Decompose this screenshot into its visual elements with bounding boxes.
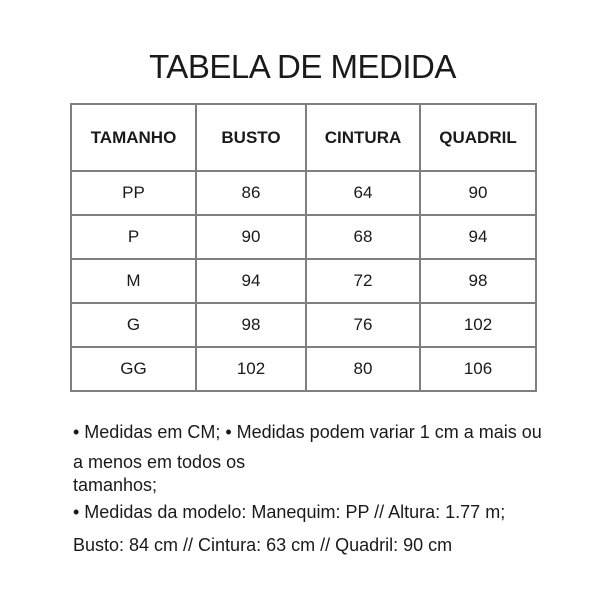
- note-line-model: • Medidas da modelo: Manequim: PP // Altura: 1.77 m;: [73, 502, 506, 522]
- table-row-m: [71, 259, 536, 303]
- cell-busto: 102: [196, 347, 306, 391]
- size-table: [70, 103, 537, 392]
- header-cell-tamanho: TAMANHO: [71, 104, 196, 171]
- cell-cintura: 64: [306, 171, 420, 215]
- cell-size: G: [71, 303, 196, 347]
- note-line-units: • Medidas em CM; • Medidas podem variar 1 cm a mais ou: [73, 422, 542, 442]
- note-line-model-measures: Busto: 84 cm // Cintura: 63 cm // Quadril: 90 cm: [73, 535, 453, 555]
- cell-busto: 94: [196, 259, 306, 303]
- cell-cintura: 76: [306, 303, 420, 347]
- table-row-gg: [71, 347, 536, 391]
- note-line-variation: a menos em todos os: [73, 452, 246, 472]
- cell-quadril: 94: [420, 215, 536, 259]
- cell-busto: 86: [196, 171, 306, 215]
- cell-size: P: [71, 215, 196, 259]
- cell-cintura: 72: [306, 259, 420, 303]
- cell-size: PP: [71, 171, 196, 215]
- measurement-notes: [73, 423, 563, 554]
- header-cell-busto: BUSTO: [196, 104, 306, 171]
- table-row-pp: [71, 171, 536, 215]
- cell-quadril: 98: [420, 259, 536, 303]
- table-header-row: [71, 104, 536, 171]
- cell-busto: 90: [196, 215, 306, 259]
- cell-quadril: 90: [420, 171, 536, 215]
- table-row-p: [71, 215, 536, 259]
- table-row-g: [71, 303, 536, 347]
- header-cell-cintura: CINTURA: [306, 104, 420, 171]
- cell-busto: 98: [196, 303, 306, 347]
- cell-quadril: 106: [420, 347, 536, 391]
- header-cell-quadril: QUADRIL: [420, 104, 536, 171]
- cell-size: M: [71, 259, 196, 303]
- cell-cintura: 80: [306, 347, 420, 391]
- cell-quadril: 102: [420, 303, 536, 347]
- cell-size: GG: [71, 347, 196, 391]
- note-line-sizes: tamanhos;: [73, 475, 158, 495]
- cell-cintura: 68: [306, 215, 420, 259]
- page-title: TABELA DE MEDIDA: [149, 48, 456, 85]
